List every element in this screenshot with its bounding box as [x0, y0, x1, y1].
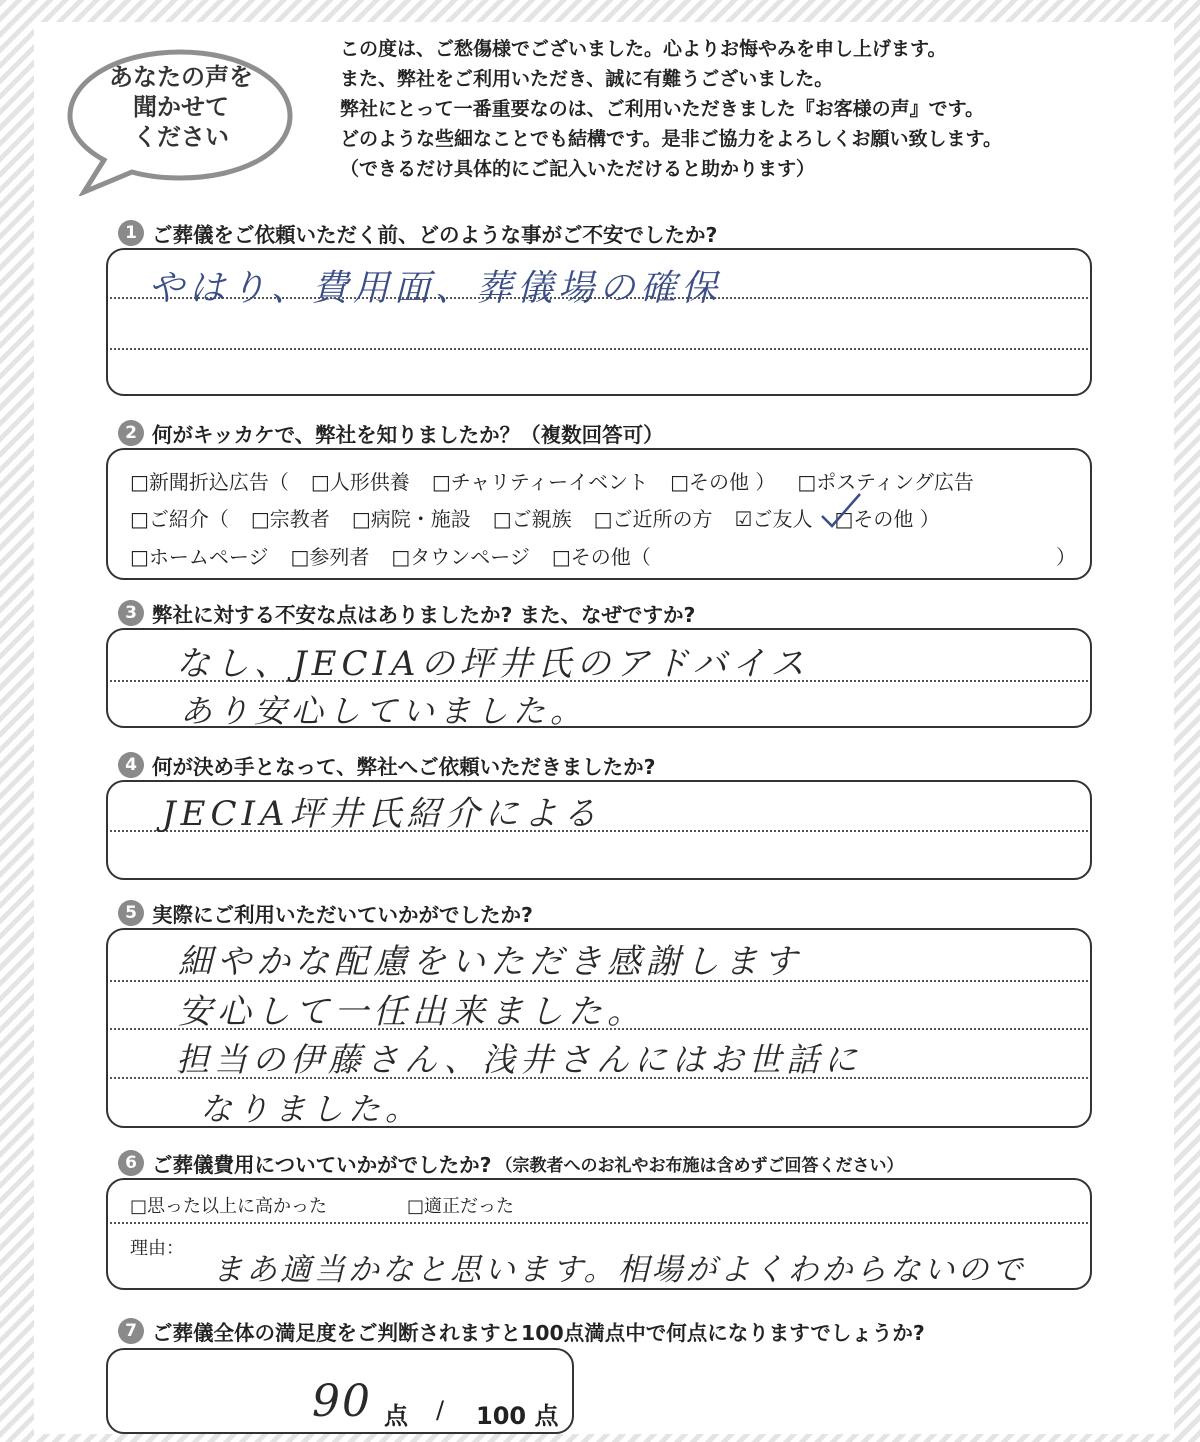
- bubble-line-3: ください: [133, 123, 229, 151]
- question-6-note: （宗教者へのお礼やお布施は含めずご回答ください）: [495, 1155, 904, 1176]
- question-2: [118, 418, 664, 448]
- answer-3-line-1: なし、JECIAの坪井氏のアドバイス: [176, 644, 810, 684]
- option-reasonable[interactable]: □適正だった: [407, 1196, 515, 1217]
- question-6-text: ご葬儀費用についていかがでしたか?: [152, 1153, 492, 1177]
- answer-4-handwriting: JECIA坪井氏紹介による: [162, 794, 602, 834]
- answer-5-line-1: 細やかな配慮をいただき感謝します: [178, 942, 802, 982]
- answer-1-handwriting: やはり、費用面、葬儀場の確保: [148, 268, 723, 309]
- answer-5-line-2: 安心して一任出来ました。: [178, 992, 646, 1032]
- question-7: [118, 1316, 925, 1346]
- question-number-badge: 3: [118, 600, 144, 626]
- option-friend-checked[interactable]: ☑ご友人: [734, 507, 813, 531]
- question-number-badge: 4: [118, 752, 144, 778]
- answer-6-reason: まあ適当かなと思います。相場がよくわからないので: [212, 1252, 1026, 1288]
- question-2-text: 何がキッカケで、弊社を知りましたか？（複数回答可）: [152, 423, 664, 447]
- option-doll-memorial[interactable]: □人形供養: [310, 470, 410, 494]
- intro-line-3: 弊社にとって一番重要なのは、ご利用いただきました『お客様の声』です。: [340, 98, 985, 120]
- option-referral[interactable]: □ご紹介（: [130, 507, 229, 531]
- answer-3-line-2: あり安心していました。: [180, 692, 588, 730]
- option-other-2[interactable]: □その他 ）: [834, 507, 940, 531]
- question-5: [118, 898, 533, 928]
- intro-line-5: （できるだけ具体的にご記入いただけると助かります）: [340, 158, 816, 180]
- score-unit: 点: [384, 1402, 408, 1430]
- option-attendee[interactable]: □参列者: [290, 545, 370, 569]
- intro-line-1: この度は、ご愁傷様でございました。心よりお悔やみを申し上げます。: [340, 38, 947, 60]
- option-relatives[interactable]: □ご親族: [492, 507, 572, 531]
- question-5-text: 実際にご利用いただいていかがでしたか?: [152, 903, 533, 927]
- option-charity-event[interactable]: □チャリティーイベント: [431, 470, 649, 494]
- option-townpage[interactable]: □タウンページ: [391, 545, 530, 569]
- ruled-line: [110, 348, 1088, 350]
- answer-5-line-4: なりました。: [200, 1090, 423, 1128]
- question-3-text: 弊社に対する不安な点はありましたか? また、なぜですか?: [152, 603, 696, 627]
- checkmark-icon: [816, 490, 866, 530]
- question-number-badge: 2: [118, 420, 144, 446]
- option-posting-ad[interactable]: □ポスティング広告: [797, 470, 974, 494]
- option-newspaper[interactable]: □新聞折込広告（: [130, 470, 289, 494]
- q6-option-row: [130, 1192, 536, 1218]
- option-other-1[interactable]: □その他 ）: [670, 470, 776, 494]
- reason-label-row: [130, 1234, 206, 1260]
- question-4: [118, 750, 655, 780]
- option-other-3[interactable]: □その他（: [551, 545, 651, 569]
- closing-paren: ）: [1056, 545, 1076, 569]
- question-number-badge: 6: [118, 1150, 144, 1176]
- option-homepage[interactable]: □ホームページ: [130, 545, 269, 569]
- question-4-text: 何が決め手となって、弊社へご依頼いただきましたか?: [152, 755, 656, 779]
- question-7-text: ご葬儀全体の満足度をご判断されますと100点満点中で何点になりますでしょうか?: [152, 1321, 925, 1345]
- question-number-badge: 7: [118, 1318, 144, 1344]
- question-1-text: ご葬儀をご依頼いただく前、どのような事がご不安でしたか?: [152, 223, 718, 247]
- score-handwriting: 90: [312, 1376, 372, 1427]
- question-3: [118, 598, 695, 628]
- bubble-heading: [76, 62, 286, 152]
- intro-line-2: また、弊社をご利用いただき、誠に有難うございました。: [340, 68, 834, 90]
- answer-5-line-3: 担当の伊藤さん、浅井さんにはお世話に: [176, 1040, 862, 1079]
- ruled-line: [110, 1222, 1088, 1224]
- bubble-line-2: 聞かせて: [133, 93, 229, 121]
- option-too-expensive[interactable]: □思った以上に高かった: [130, 1196, 328, 1217]
- question-number-badge: 1: [118, 220, 144, 246]
- reason-label: 理由：: [130, 1238, 184, 1259]
- intro-message: [340, 34, 1180, 184]
- question-6: [118, 1148, 903, 1178]
- option-neighbors[interactable]: □ご近所の方: [593, 507, 713, 531]
- question-number-badge: 5: [118, 900, 144, 926]
- question-1: [118, 218, 717, 248]
- intro-line-4: どのような些細なことでも結構です。是非ご協力をよろしくお願い致します。: [340, 128, 1002, 150]
- option-religious[interactable]: □宗教者: [250, 507, 330, 531]
- score-total: 100 点: [476, 1402, 559, 1430]
- option-other-3-close: [1056, 541, 1076, 570]
- score-slash: /: [436, 1396, 445, 1424]
- bubble-line-1: あなたの声を: [109, 63, 253, 91]
- option-row-3: [130, 541, 673, 570]
- option-hospital[interactable]: □病院・施設: [351, 507, 471, 531]
